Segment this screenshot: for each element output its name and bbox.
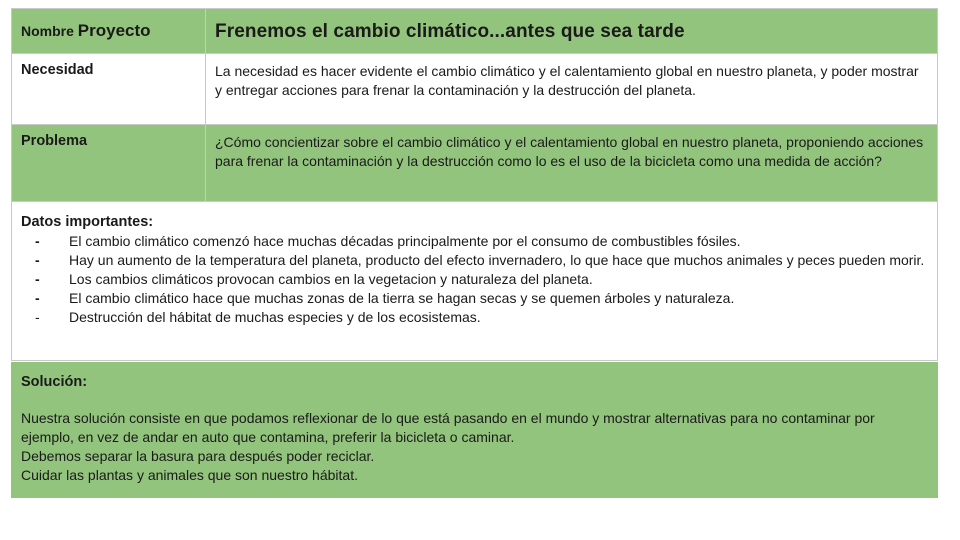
solucion-label: Solución:: [21, 374, 88, 390]
solucion-line: Nuestra solución consiste en que podamos reflexionar de lo que está pasando en el mundo y mostrar alternativas para no contaminar por ejemplo, en vez de andar en auto que contamina, preferir la bicicleta o caminar.: [21, 410, 875, 445]
title-row: [11, 8, 938, 53]
title-label-big: Proyecto: [77, 21, 151, 40]
datos-item-text: El cambio climático hace que muchas zonas de la tierra se hagan secas y se quemen árboles y naturaleza.: [69, 290, 735, 306]
problema-label: Problema: [12, 125, 206, 201]
problema-row: [11, 124, 938, 201]
list-item: - El cambio climático hace que muchas zonas de la tierra se hagan secas y se quemen árboles y naturaleza.: [35, 290, 735, 306]
necesidad-text: La necesidad es hacer evidente el cambio climático y el calentamiento global en nuestro planeta, y poder mostrar y entregar acciones para frenar la contaminación y la destrucción del planeta.: [215, 63, 919, 98]
project-name: Frenemos el cambio climático...antes que sea tarde: [215, 21, 685, 42]
title-label-cell: [12, 9, 206, 53]
title-label-small: Nombre: [21, 23, 74, 39]
problema-text: ¿Cómo concientizar sobre el cambio climático y el calentamiento global en nuestro planeta, proponiendo acciones para frenar la contaminación y la destrucción como lo es el uso de la bicicleta como una medida de acción?: [215, 134, 924, 169]
datos-item-text: Destrucción del hábitat de muchas especies y de los ecosistemas.: [69, 309, 481, 325]
list-item: - Destrucción del hábitat de muchas especies y de los ecosistemas.: [35, 309, 481, 325]
datos-row: [11, 201, 938, 361]
list-item: - Hay un aumento de la temperatura del planeta, producto del efecto invernadero, lo que hace que muchos animales y peces pueden morir.: [35, 252, 925, 268]
solucion-line: Cuidar las plantas y animales que son nuestro hábitat.: [21, 467, 358, 483]
datos-item-text: El cambio climático comenzó hace muchas décadas principalmente por el consumo de combustibles fósiles.: [69, 233, 741, 249]
datos-label: Datos importantes:: [21, 214, 154, 230]
solucion-line: Debemos separar la basura para después poder reciclar.: [21, 448, 375, 464]
list-item: - El cambio climático comenzó hace muchas décadas principalmente por el consumo de combustibles fósiles.: [35, 233, 741, 249]
list-item: - Los cambios climáticos provocan cambios en la vegetacion y naturaleza del planeta.: [35, 271, 593, 287]
solucion-box: [11, 362, 938, 498]
necesidad-row: [11, 53, 938, 124]
necesidad-label: Necesidad: [12, 54, 206, 124]
project-table: [11, 8, 938, 361]
datos-list: [21, 232, 928, 327]
datos-item-text: Hay un aumento de la temperatura del planeta, producto del efecto invernadero, lo que hace que muchos animales y peces pueden morir.: [69, 252, 925, 268]
datos-item-text: Los cambios climáticos provocan cambios en la vegetacion y naturaleza del planeta.: [69, 271, 593, 287]
